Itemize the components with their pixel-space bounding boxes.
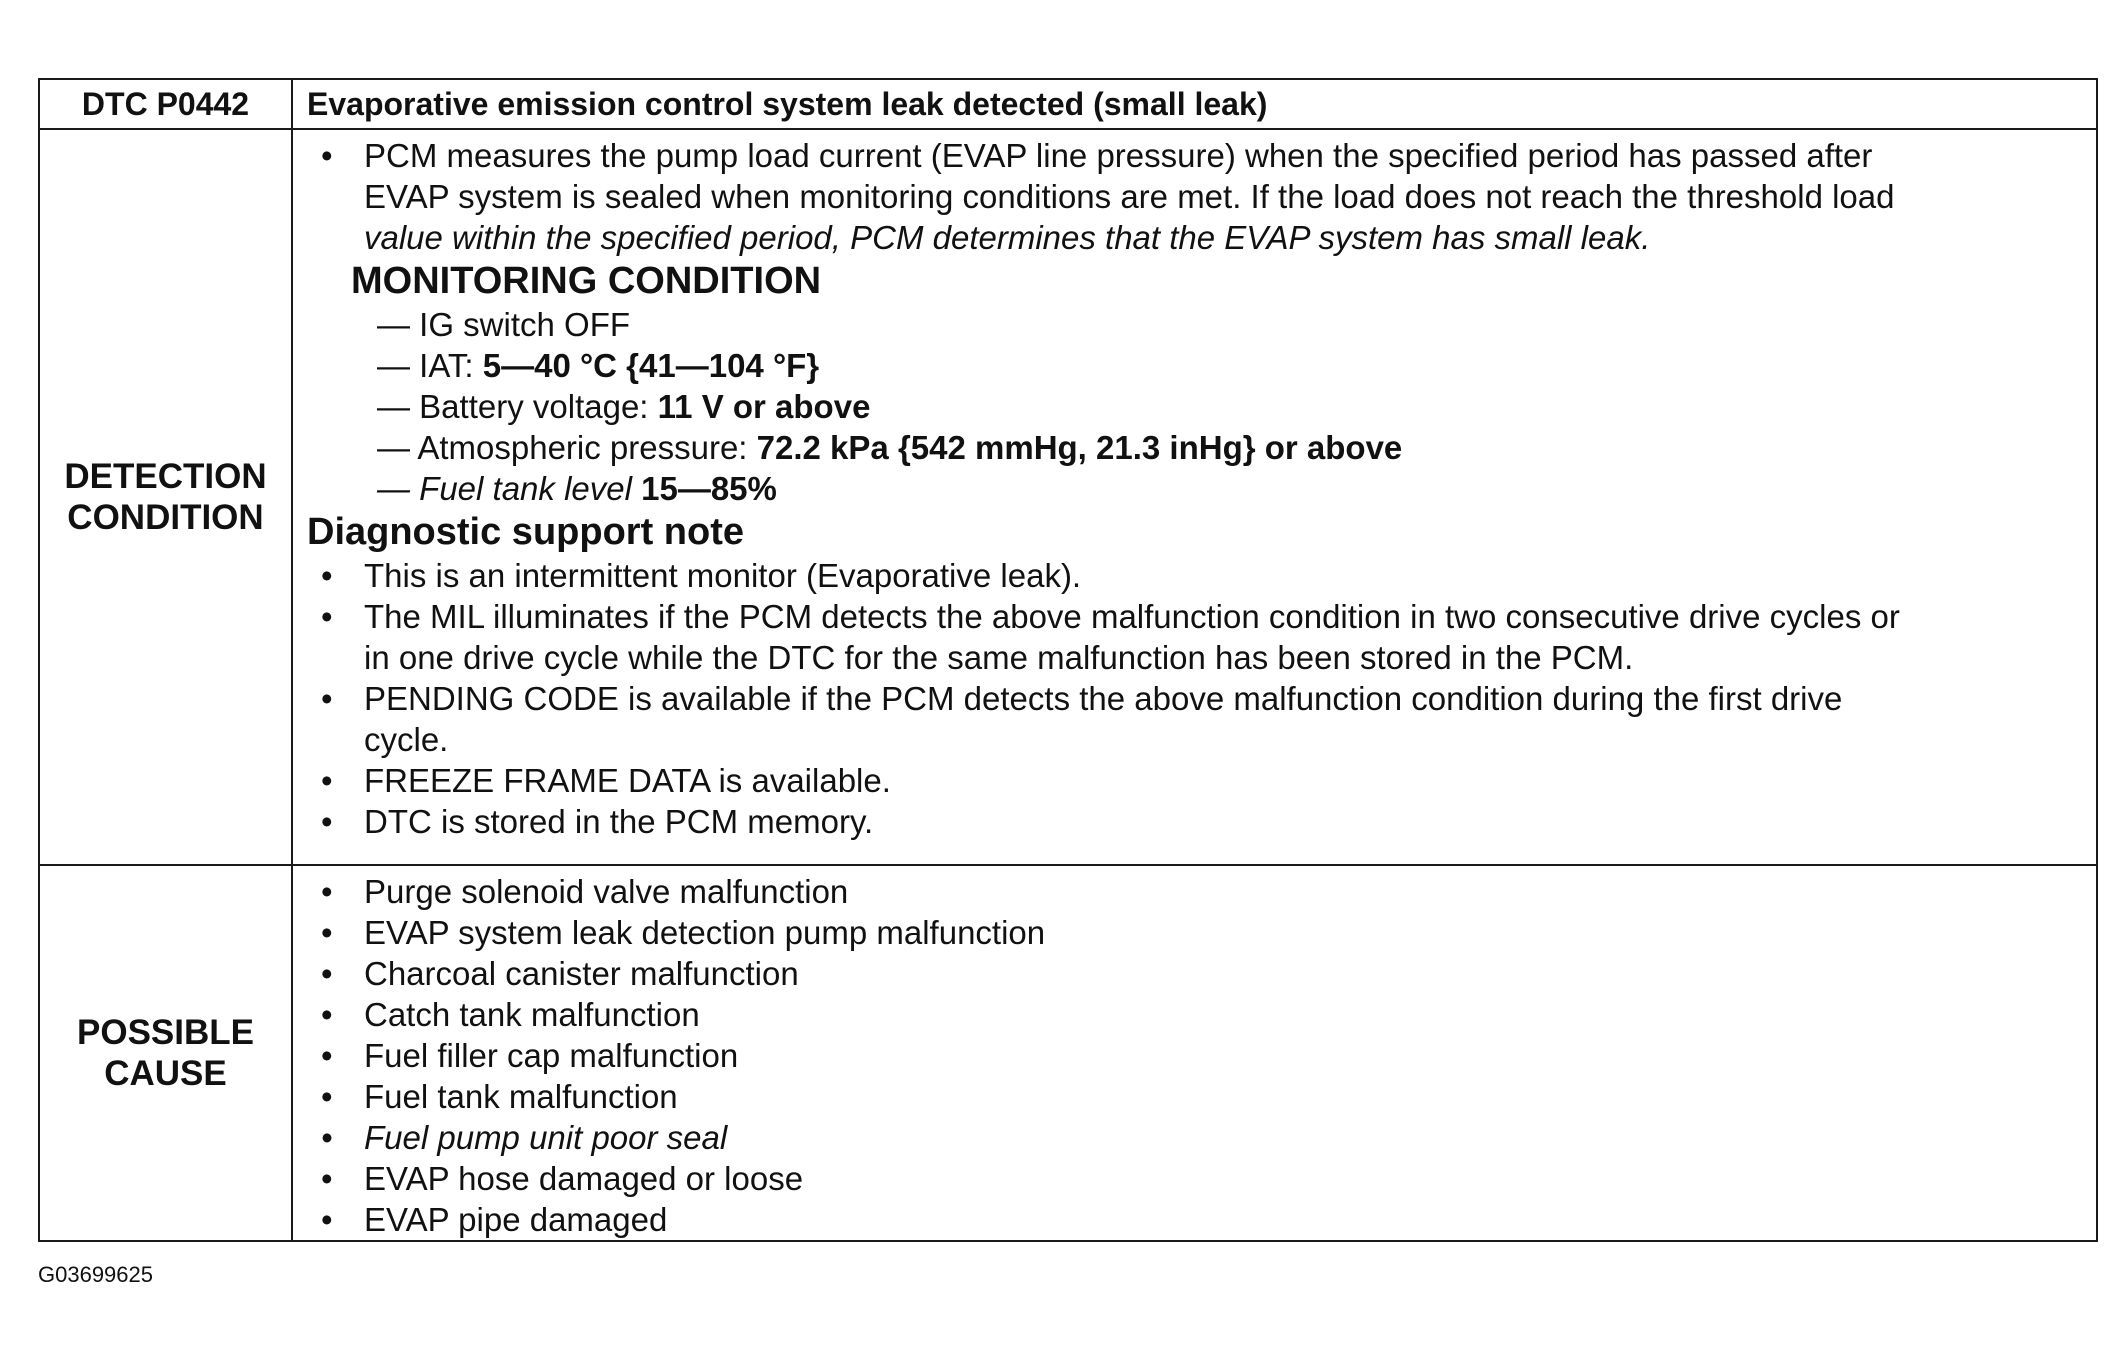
description-line: value within the specified period, PCM determines that the EVAP system has small leak. xyxy=(364,219,1651,256)
description-line: • PCM measures the pump load current (EVAP line pressure) when the specified period has passed after xyxy=(364,137,1873,174)
detection-row xyxy=(39,129,2097,865)
cause-item: • Purge solenoid valve malfunction xyxy=(307,871,2082,912)
note-item: • FREEZE FRAME DATA is available. xyxy=(307,760,2082,801)
cause-list xyxy=(307,871,2082,1240)
cause-content xyxy=(292,865,2097,1241)
cause-item: • Charcoal canister malfunction xyxy=(307,953,2082,994)
cause-item: • EVAP pipe damaged xyxy=(307,1199,2082,1240)
detection-content xyxy=(292,129,2097,865)
note-item: • PENDING CODE is available if the PCM detects the above malfunction condition during the first drive cycle. xyxy=(307,678,2082,760)
cause-item: • Fuel filler cap malfunction xyxy=(307,1035,2082,1076)
cause-item: • Catch tank malfunction xyxy=(307,994,2082,1035)
note-item: • The MIL illuminates if the PCM detects the above malfunction condition in two consecutive drive cycles or in one drive cycle while the DTC for the same malfunction has been stored in the PCM. xyxy=(307,596,2082,678)
condition-item: — Fuel tank level 15—85% xyxy=(377,470,777,507)
cause-label xyxy=(39,865,292,1241)
cause-item: • EVAP hose damaged or loose xyxy=(307,1158,2082,1199)
note-item: • DTC is stored in the PCM memory. xyxy=(307,801,2082,842)
header-row xyxy=(39,79,2097,129)
description-line: EVAP system is sealed when monitoring conditions are met. If the load does not reach the threshold load xyxy=(364,178,1895,215)
figure-id: G03699625 xyxy=(38,1262,153,1287)
dtc-table xyxy=(38,78,2098,1242)
description-item xyxy=(307,135,2082,258)
cause-row xyxy=(39,865,2097,1241)
condition-item: — IAT: 5—40 °C {41—104 °F} xyxy=(377,347,820,384)
cause-label-line1: POSSIBLE xyxy=(77,1013,254,1052)
note-item: • This is an intermittent monitor (Evaporative leak). xyxy=(307,555,2082,596)
detection-label-line1: DETECTION xyxy=(64,457,267,496)
detection-description xyxy=(307,135,2082,258)
cause-item: • Fuel tank malfunction xyxy=(307,1076,2082,1117)
monitoring-heading: MONITORING CONDITION xyxy=(351,260,822,302)
dtc-title: Evaporative emission control system leak detected (small leak) xyxy=(292,79,2097,129)
monitoring-conditions xyxy=(307,304,2082,509)
dtc-code: DTC P0442 xyxy=(39,79,292,129)
detection-label-line2: CONDITION xyxy=(67,498,264,537)
cause-item: • Fuel pump unit poor seal xyxy=(307,1117,2082,1158)
condition-item: — IG switch OFF xyxy=(377,306,631,343)
condition-item: — Atmospheric pressure: 72.2 kPa {542 mmHg, 21.3 inHg} or above xyxy=(377,429,1403,466)
condition-item: — Battery voltage: 11 V or above xyxy=(377,388,871,425)
diagnostic-heading: Diagnostic support note xyxy=(307,511,744,553)
cause-label-line2: CAUSE xyxy=(104,1054,227,1093)
detection-label xyxy=(39,129,292,865)
diagnostic-notes xyxy=(307,555,2082,842)
cause-item: • EVAP system leak detection pump malfunction xyxy=(307,912,2082,953)
